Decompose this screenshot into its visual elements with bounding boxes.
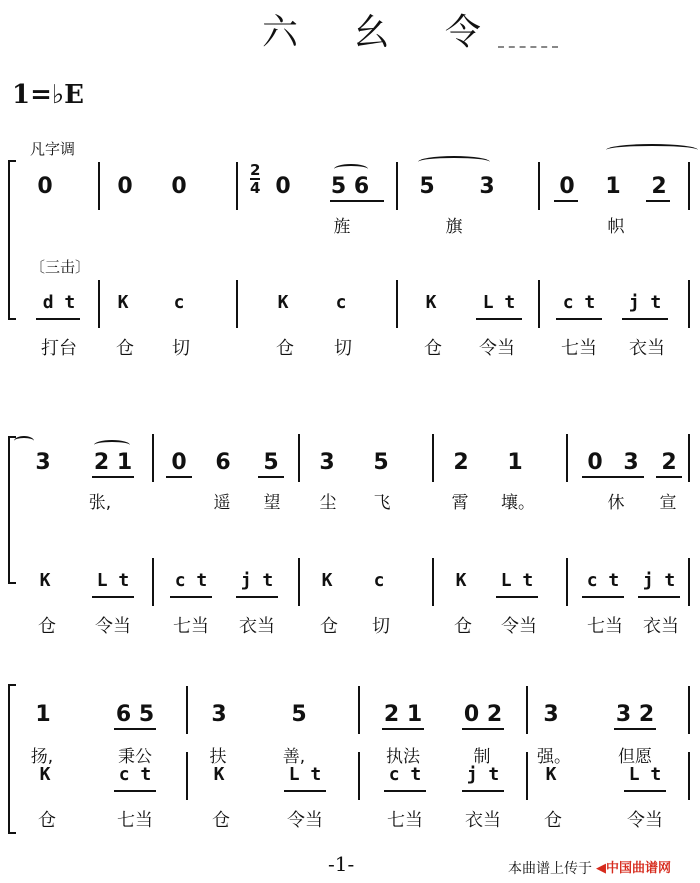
percussion-symbol: L t: [288, 764, 322, 785]
percussion-symbol: L t: [500, 570, 534, 591]
vocable: 仓: [38, 616, 56, 637]
vocable: 衣当: [643, 616, 679, 637]
vocable: 七当: [387, 810, 423, 831]
percussion-symbol: c: [173, 292, 185, 313]
vocable: 切: [372, 616, 390, 637]
note: 1: [507, 450, 523, 475]
note: 2: [651, 174, 667, 199]
lyric: 强。: [537, 747, 571, 767]
vocable: 七当: [173, 616, 209, 637]
percussion-symbol: c t: [174, 570, 208, 591]
slur: [14, 436, 34, 446]
percussion-symbol: K: [117, 292, 129, 313]
vocable: 打台: [41, 338, 77, 359]
note: 2: [661, 450, 677, 475]
vocable: 仓: [212, 810, 230, 831]
vocable: 令当: [501, 616, 537, 637]
vocable: 仓: [454, 616, 472, 637]
lyric: 旗: [445, 217, 463, 237]
percussion-symbol: c: [373, 570, 385, 591]
vocable: 仓: [276, 338, 294, 359]
percussion-symbol: K: [455, 570, 467, 591]
lyric: 帜: [607, 217, 625, 237]
note: 3: [211, 702, 227, 727]
percussion-symbol: K: [39, 764, 51, 785]
percussion-symbol: L t: [96, 570, 130, 591]
note: 3: [35, 450, 51, 475]
vocable: 七当: [117, 810, 153, 831]
percussion-symbol: j t: [240, 570, 274, 591]
percussion-symbol: L t: [482, 292, 516, 313]
note-group: 2 1: [93, 450, 133, 475]
lyric: 执法: [386, 747, 420, 767]
vocable: 七当: [561, 338, 597, 359]
key-signature: 1=♭E: [12, 80, 84, 110]
lyric: 制: [473, 747, 491, 767]
vocable: 衣当: [629, 338, 665, 359]
note: 2: [453, 450, 469, 475]
system-brace: [8, 684, 10, 834]
page-number: -1-: [328, 852, 355, 876]
slur: [606, 144, 698, 156]
slur: [94, 440, 130, 450]
percussion-symbol: K: [425, 292, 437, 313]
lyric: 秉公: [118, 747, 152, 767]
vocable: 仓: [424, 338, 442, 359]
lyric: 壤。: [501, 493, 535, 513]
note: 5: [291, 702, 307, 727]
vocable: 令当: [95, 616, 131, 637]
system-brace: [8, 160, 10, 320]
note: 1: [605, 174, 621, 199]
footer-text: 本曲谱上传于: [508, 861, 592, 877]
lyric: 扶: [209, 747, 227, 767]
system-brace: [8, 436, 10, 584]
percussion-symbol: K: [213, 764, 225, 785]
lyric: 宣: [659, 493, 677, 513]
vocable: 仓: [320, 616, 338, 637]
vocable: 令当: [627, 810, 663, 831]
vocable: 仓: [544, 810, 562, 831]
mode-label: 凡字调: [30, 140, 76, 158]
lyric: 遥: [213, 493, 231, 513]
lyric: 望: [263, 493, 281, 513]
lyric: 霄: [451, 493, 469, 513]
note: 5: [263, 450, 279, 475]
vocable: 切: [172, 338, 190, 359]
lyric: 张,: [88, 493, 112, 513]
note-group: 0 2: [463, 702, 503, 727]
slur: [334, 164, 368, 174]
percussion-symbol: d t: [42, 292, 76, 313]
note: 1: [35, 702, 51, 727]
site-logo: ◀中国曲谱网: [596, 861, 672, 876]
vocable: 衣当: [465, 810, 501, 831]
note: 0: [171, 174, 187, 199]
note-group: 5 6: [330, 174, 370, 199]
note: 3: [319, 450, 335, 475]
percussion-symbol: K: [321, 570, 333, 591]
time-signature: 2 4: [250, 161, 261, 197]
percussion-symbol: L t: [628, 764, 662, 785]
logo-mark-icon: ◀: [596, 861, 606, 876]
percussion-label: 〔三击〕: [30, 258, 91, 276]
note: 0: [559, 174, 575, 199]
note: 6: [215, 450, 231, 475]
note-group: 3 2: [615, 702, 655, 727]
note: 0: [117, 174, 133, 199]
lyric: 善,: [282, 747, 306, 767]
percussion-symbol: c: [335, 292, 347, 313]
note: 0: [275, 174, 291, 199]
lyric: 尘: [319, 493, 337, 513]
percussion-symbol: c t: [586, 570, 620, 591]
percussion-symbol: c t: [118, 764, 152, 785]
note: 5: [419, 174, 435, 199]
note: 0: [587, 450, 603, 475]
scan-mark: [498, 46, 558, 48]
note: 5: [373, 450, 389, 475]
note-group: 2 1: [383, 702, 423, 727]
lyric: 扬,: [30, 747, 54, 767]
percussion-symbol: K: [39, 570, 51, 591]
vocable: 令当: [287, 810, 323, 831]
percussion-symbol: K: [545, 764, 557, 785]
percussion-symbol: j t: [628, 292, 662, 313]
slur: [418, 156, 490, 168]
page-title: 六 幺 令: [262, 12, 503, 53]
note: 0: [171, 450, 187, 475]
vocable: 七当: [587, 616, 623, 637]
percussion-symbol: c t: [388, 764, 422, 785]
vocable: 衣当: [239, 616, 275, 637]
note-group: 6 5: [115, 702, 155, 727]
vocable: 仓: [38, 810, 56, 831]
note: 3: [543, 702, 559, 727]
percussion-symbol: j t: [466, 764, 500, 785]
lyric: 休: [607, 493, 625, 513]
lyric: 旌: [333, 217, 351, 237]
note: 3: [479, 174, 495, 199]
note: 0: [37, 174, 53, 199]
lyric: 但愿: [618, 747, 652, 767]
percussion-symbol: K: [277, 292, 289, 313]
vocable: 仓: [116, 338, 134, 359]
vocable: 切: [334, 338, 352, 359]
vocable: 令当: [479, 338, 515, 359]
percussion-symbol: j t: [642, 570, 676, 591]
lyric: 飞: [373, 493, 391, 513]
note: 3: [623, 450, 639, 475]
percussion-symbol: c t: [562, 292, 596, 313]
